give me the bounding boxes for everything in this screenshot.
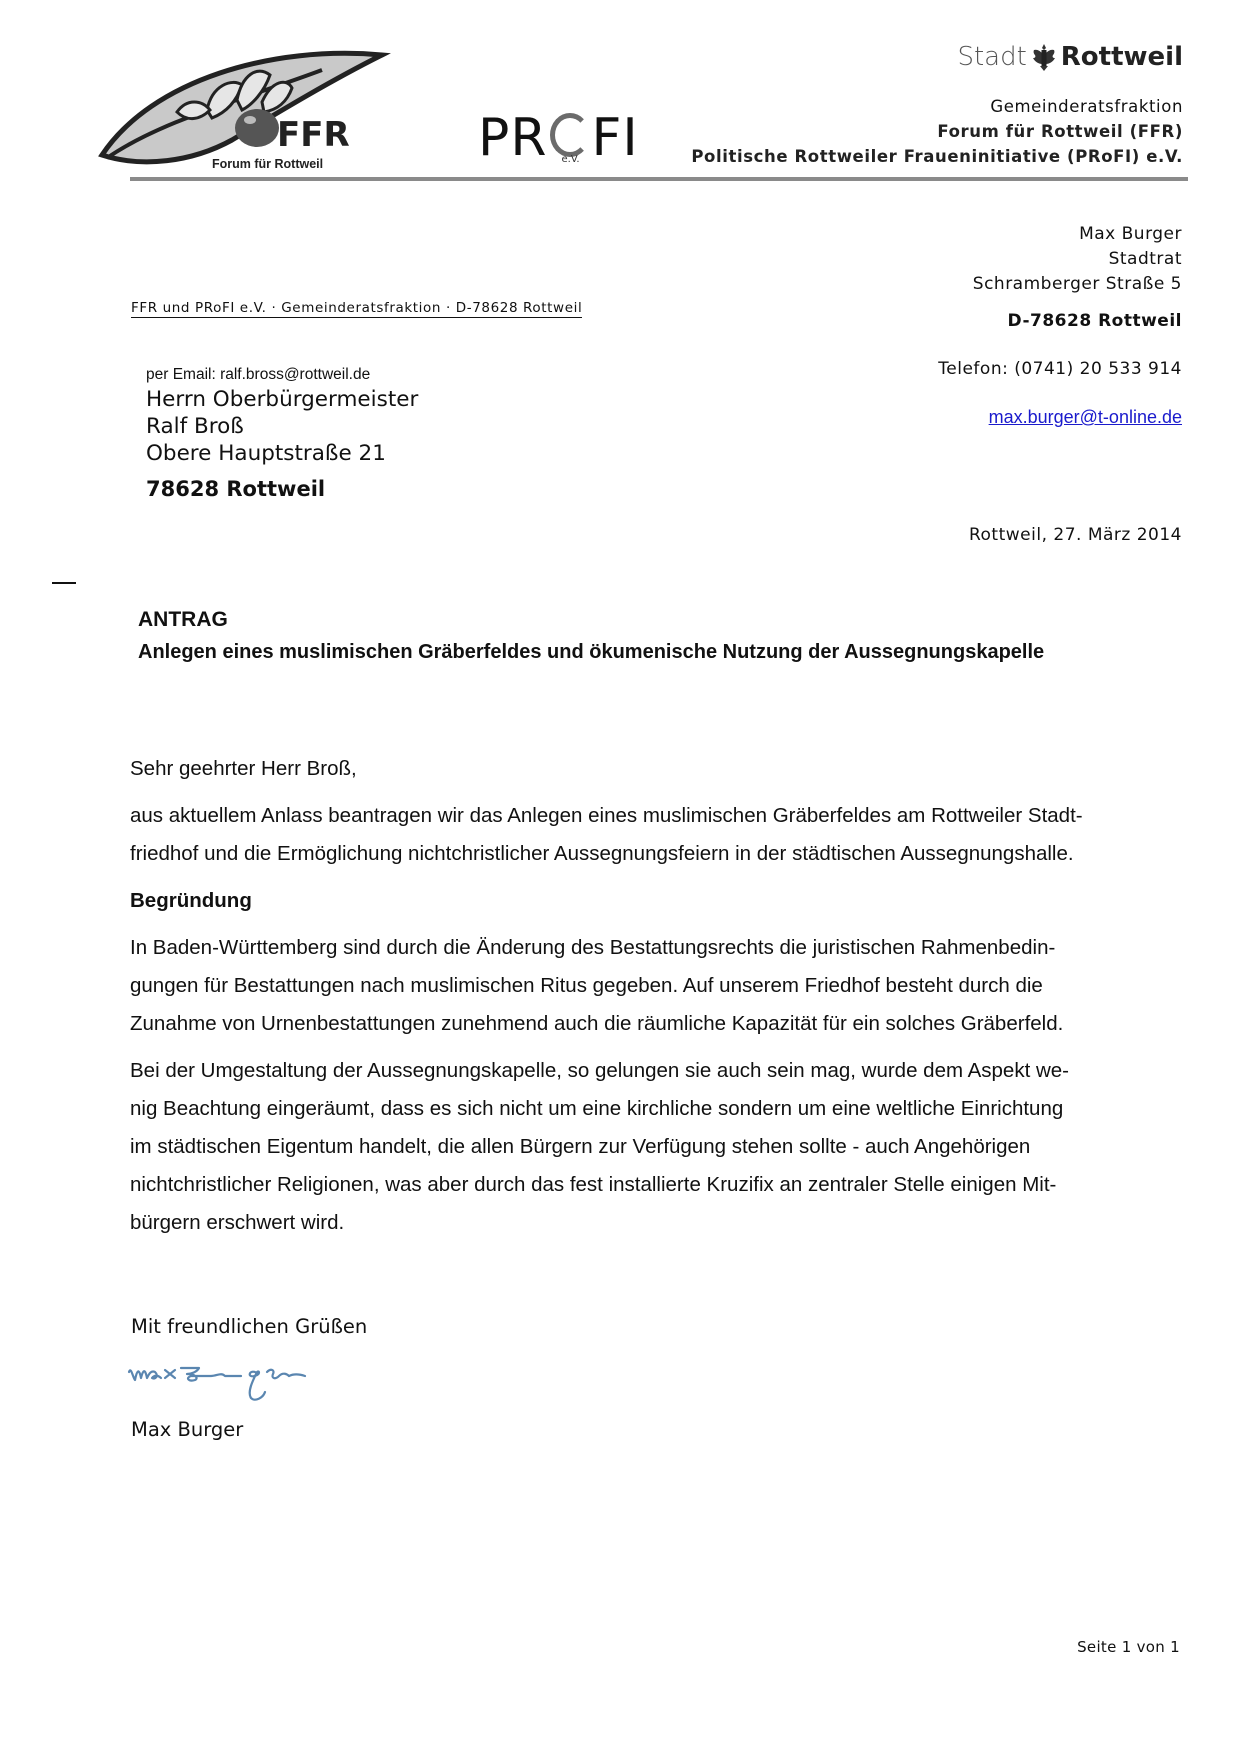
recipient-line: Herrn Oberbürgermeister xyxy=(146,387,419,412)
sender-block xyxy=(938,222,1182,431)
recipient-line: Ralf Broß xyxy=(146,414,244,439)
sender-email-link[interactable]: max.burger@t-online.de xyxy=(988,407,1182,427)
recipient-city: 78628 Rottweil xyxy=(146,477,326,501)
sender-name: Max Burger xyxy=(1079,224,1182,244)
sender-phone: Telefon: (0741) 20 533 914 xyxy=(938,359,1182,379)
paragraph-line: nichtchristlicher Religionen, was aber durch das fest installierte Kruzifix an zentraler Stelle einigen Mit- xyxy=(130,1173,1057,1196)
paragraph-3 xyxy=(130,1052,1190,1242)
org-line-2: Forum für Rottweil (FFR) xyxy=(937,122,1183,141)
profi-logo xyxy=(478,108,639,168)
page-number: Seite 1 von 1 xyxy=(1077,1638,1180,1656)
sender-title: Stadtrat xyxy=(1108,249,1182,269)
ffr-subtitle: Forum für Rottweil xyxy=(212,157,324,171)
fold-mark xyxy=(52,582,76,584)
profi-badge: e.V. xyxy=(561,154,580,165)
reasoning-heading: Begründung xyxy=(130,889,252,912)
signature xyxy=(125,1352,380,1408)
handwritten-signature-icon xyxy=(125,1352,380,1408)
profi-o-swirl-icon xyxy=(550,113,590,165)
organisation-lines xyxy=(691,94,1183,169)
paragraph-line: In Baden-Württemberg sind durch die Änderung des Bestattungsrechts die juristischen Rahmenbedin- xyxy=(130,936,1056,959)
stadt-rottweil-logo xyxy=(957,42,1183,72)
org-line-1: Gemeinderatsfraktion xyxy=(990,97,1183,116)
paragraph-1 xyxy=(130,797,1190,873)
recipient-email-note: per Email: ralf.bross@rottweil.de xyxy=(146,366,371,383)
profi-right: FI xyxy=(591,108,639,168)
closing: Mit freundlichen Grüßen xyxy=(131,1315,368,1338)
paragraph-2 xyxy=(130,929,1190,1043)
return-address: FFR und PRoFI e.V. · Gemeinderatsfraktion · D-78628 Rottweil xyxy=(131,300,583,316)
letter-body xyxy=(130,750,1190,1251)
lotus-leaf-logo-icon xyxy=(92,40,392,175)
subject-text: Anlegen eines muslimischen Gräberfeldes und ökumenische Nutzung der Aussegnungskapelle xyxy=(138,641,1045,663)
profi-left: PR xyxy=(478,108,548,168)
paragraph-line: Zunahme von Urnenbestattungen zunehmend auch die räumliche Kapazität für ein solches Gräberfeld. xyxy=(130,1012,1064,1035)
recipient-block xyxy=(146,366,418,501)
stadt-label: Stadt xyxy=(957,42,1027,72)
header-divider xyxy=(130,177,1188,181)
paragraph-line: nig Beachtung eingeräumt, dass es sich nicht um eine kirchliche sondern um eine weltliche Einrichtung xyxy=(130,1097,1064,1120)
sender-city: D-78628 Rottweil xyxy=(1007,311,1182,331)
letter-date: Rottweil, 27. März 2014 xyxy=(968,525,1182,545)
paragraph-line: im städtischen Eigentum handelt, die allen Bürgern zur Verfügung stehen sollte - auch Angehörigen xyxy=(130,1135,1031,1158)
rottweil-label: Rottweil xyxy=(1060,42,1183,72)
signer-name: Max Burger xyxy=(131,1418,244,1441)
paragraph-line: aus aktuellem Anlass beantragen wir das Anlegen eines muslimischen Gräberfeldes am Rottweiler Stadt- xyxy=(130,804,1083,827)
eagle-crest-icon xyxy=(1031,42,1057,72)
paragraph-line: Bei der Umgestaltung der Aussegnungskapelle, so gelungen sie auch sein mag, wurde dem Aspekt we- xyxy=(130,1059,1070,1082)
subject-title: ANTRAG xyxy=(138,608,228,631)
sender-street: Schramberger Straße 5 xyxy=(972,274,1182,294)
paragraph-line: bürgern erschwert wird. xyxy=(130,1211,345,1234)
paragraph-line: friedhof und die Ermöglichung nichtchristlicher Aussegnungsfeiern in der städtischen Aussegnungshalle. xyxy=(130,842,1074,865)
salutation: Sehr geehrter Herr Broß, xyxy=(130,757,357,780)
ffr-acronym: FFR xyxy=(277,115,350,155)
subject-block xyxy=(138,608,1044,664)
org-line-3: Politische Rottweiler Fraueninitiative (PRoFI) e.V. xyxy=(691,147,1183,166)
paragraph-line: gungen für Bestattungen nach muslimischen Ritus gegeben. Auf unserem Friedhof besteht durch die xyxy=(130,974,1043,997)
ffr-logo xyxy=(92,40,392,175)
recipient-line: Obere Hauptstraße 21 xyxy=(146,441,386,466)
